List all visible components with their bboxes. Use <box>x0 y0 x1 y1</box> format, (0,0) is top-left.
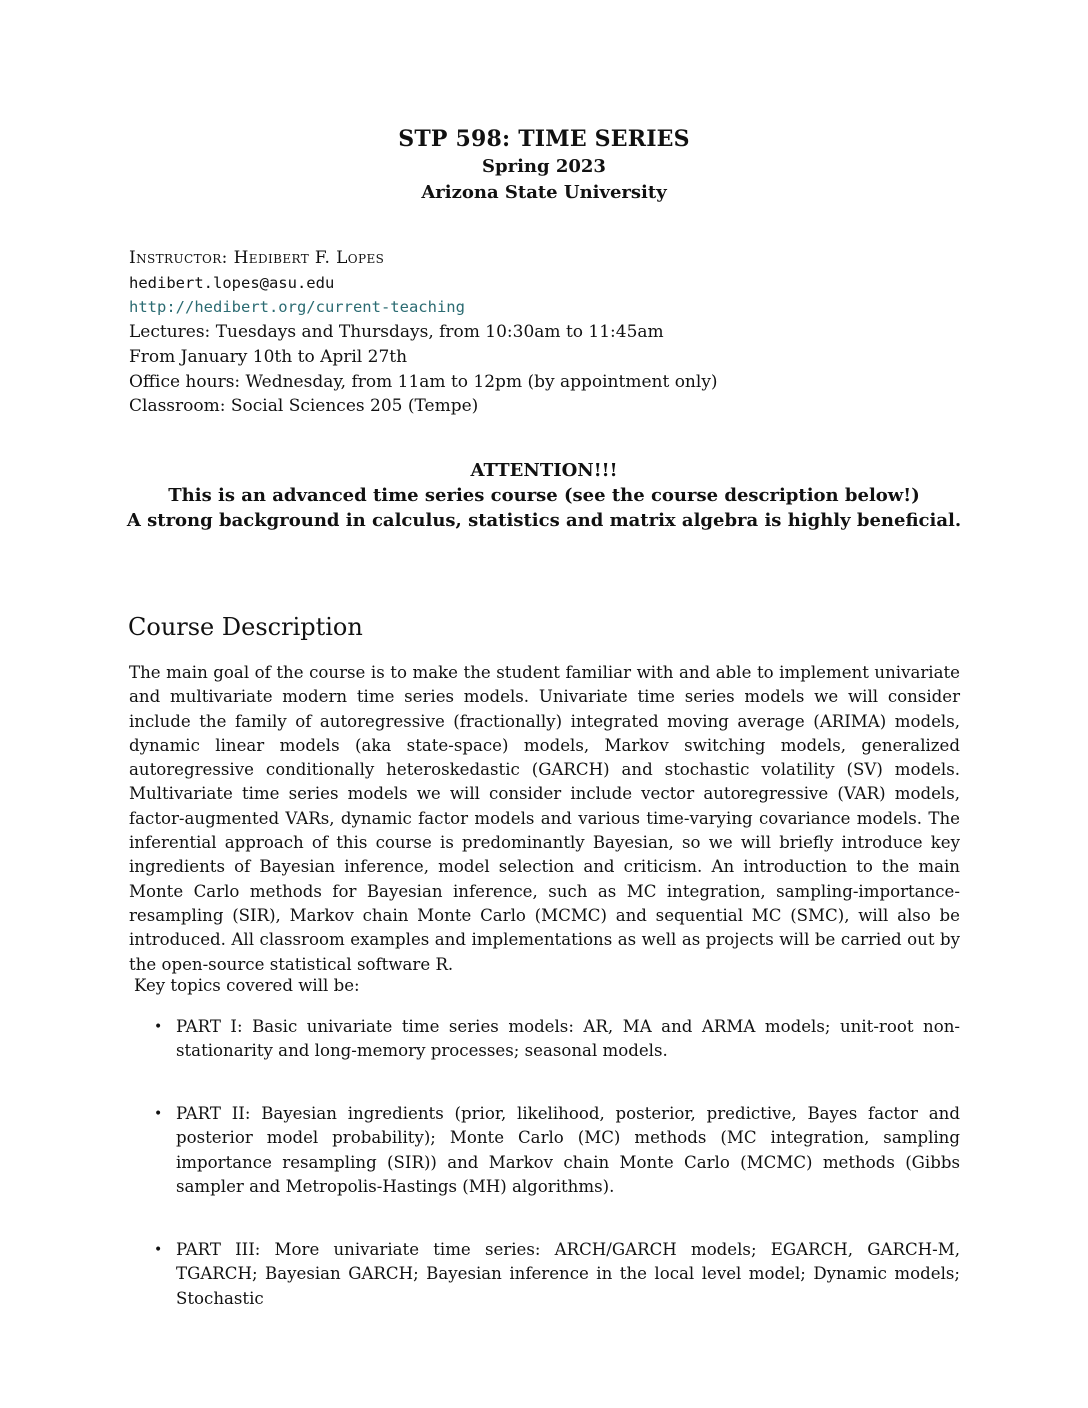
list-item <box>154 1238 960 1311</box>
topic-text: PART II: Bayesian ingredients (prior, likelihood, posterior, predictive, Bayes factor and posterior model probability); Monte Carlo (MC) methods (MC integration, sampling importance resampling (SIR)) and Markov chain Monte Carlo (MCMC) methods (Gibbs sampler and Metropolis-Hastings (MH) algorithms). <box>176 1104 960 1196</box>
course-description-paragraph: The main goal of the course is to make the student familiar with and able to implement univariate and multivariate modern time series models. Univariate time series models we will consider include the family of autoregressive (fractionally) integrated moving average (ARIMA) models, dynamic linear models (aka state-space) models, Markov switching models, generalized autoregressive conditionally heteroskedastic (GARCH) and stochastic volatility (SV) models. Multivariate time series models we will consider include vector autoregressive (VAR) models, factor-augmented VARs, dynamic factor models and various time-varying covariance models. The inferential approach of this course is predominantly Bayesian, so we will briefly introduce key ingredients of Bayesian inference, model selection and criticism. An introduction to the main Monte Carlo methods for Bayesian inference, such as MC integration, sampling-importance-resampling (SIR), Markov chain Monte Carlo (MCMC) and sequential MC (SMC), will also be introduced. All classroom examples and implementations as well as projects will be carried out by the open-source statistical software R. <box>129 663 960 974</box>
list-item <box>154 1102 960 1199</box>
bullet-icon: • <box>154 1019 163 1035</box>
attention-heading: ATTENTION!!! <box>470 460 618 481</box>
classroom-line: Classroom: Social Sciences 205 (Tempe) <box>129 396 479 417</box>
attention-notice <box>0 458 1088 533</box>
university-name: Arizona State University <box>421 182 667 203</box>
attention-line-2: A strong background in calculus, statistics and matrix algebra is highly beneficial. <box>126 510 962 531</box>
list-item <box>154 1015 960 1064</box>
topic-text: PART I: Basic univariate time series models: AR, MA and ARMA models; unit-root non-stationarity and long-memory processes; seasonal models. <box>176 1017 960 1061</box>
dates-line: From January 10th to April 27th <box>129 346 408 367</box>
course-info <box>129 246 969 419</box>
bullet-icon: • <box>154 1106 163 1122</box>
instructor-email[interactable]: hedibert.lopes@asu.edu <box>129 273 335 292</box>
bullet-icon: • <box>154 1242 163 1258</box>
course-term: Spring 2023 <box>482 156 606 177</box>
topic-text: PART III: More univariate time series: ARCH/GARCH models; EGARCH, GARCH-M, TGARCH; Bayesian GARCH; Bayesian inference in the local level model; Dynamic models; Stochastic <box>176 1240 960 1308</box>
lectures-line: Lectures: Tuesdays and Thursdays, from 10:30am to 11:45am <box>129 322 664 343</box>
office-hours-line: Office hours: Wednesday, from 11am to 12pm (by appointment only) <box>129 371 718 392</box>
key-topics-label: Key topics covered will be: <box>134 976 360 995</box>
attention-line-1: This is an advanced time series course (see the course description below!) <box>168 485 920 506</box>
instructor-line: Instructor: Hedibert F. Lopes <box>129 248 385 268</box>
title-block <box>0 124 1088 206</box>
course-website-link[interactable]: http://hedibert.org/current-teaching <box>129 298 465 317</box>
section-title-course-description: Course Description <box>128 613 363 641</box>
course-title: STP 598: TIME SERIES <box>398 126 690 152</box>
